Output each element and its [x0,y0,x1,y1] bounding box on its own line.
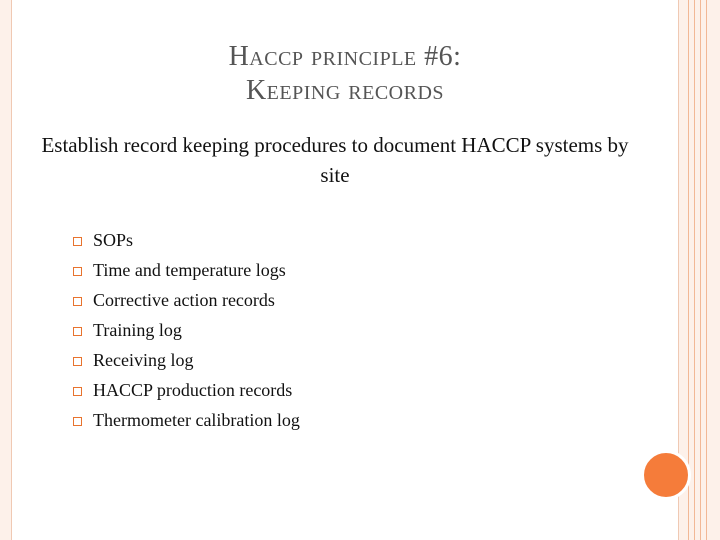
bullet-item [73,375,300,405]
square-bullet-icon [73,387,82,396]
bullet-text: HACCP production records [93,379,293,400]
title-line-2: Keeping records [245,75,445,106]
square-bullet-icon [73,237,82,246]
bullet-item [73,225,300,255]
title-line-1: Haccp principle #6: [228,41,462,72]
square-bullet-icon [73,417,82,426]
bullet-text: Time and temperature logs [93,259,286,280]
bullet-list [73,225,300,435]
decorative-stripe [700,0,701,540]
bullet-item [73,405,300,435]
bullet-text: SOPs [93,229,134,250]
bullet-item [73,345,300,375]
bullet-text: Receiving log [93,349,194,370]
slide-subtitle: Establish record keeping procedures to document HACCP systems by site [41,133,629,187]
bullet-item [73,255,300,285]
decorative-stripe [688,0,689,540]
bullet-text: Corrective action records [93,289,275,310]
decorative-circle [641,450,691,500]
decorative-stripe [706,0,707,540]
bullet-text: Thermometer calibration log [93,409,300,430]
slide-title [11,40,679,108]
decorative-stripe [694,0,695,540]
square-bullet-icon [73,357,82,366]
bullet-item [73,285,300,315]
bullet-item [73,315,300,345]
square-bullet-icon [73,327,82,336]
square-bullet-icon [73,267,82,276]
bullet-text: Training log [93,319,182,340]
square-bullet-icon [73,297,82,306]
